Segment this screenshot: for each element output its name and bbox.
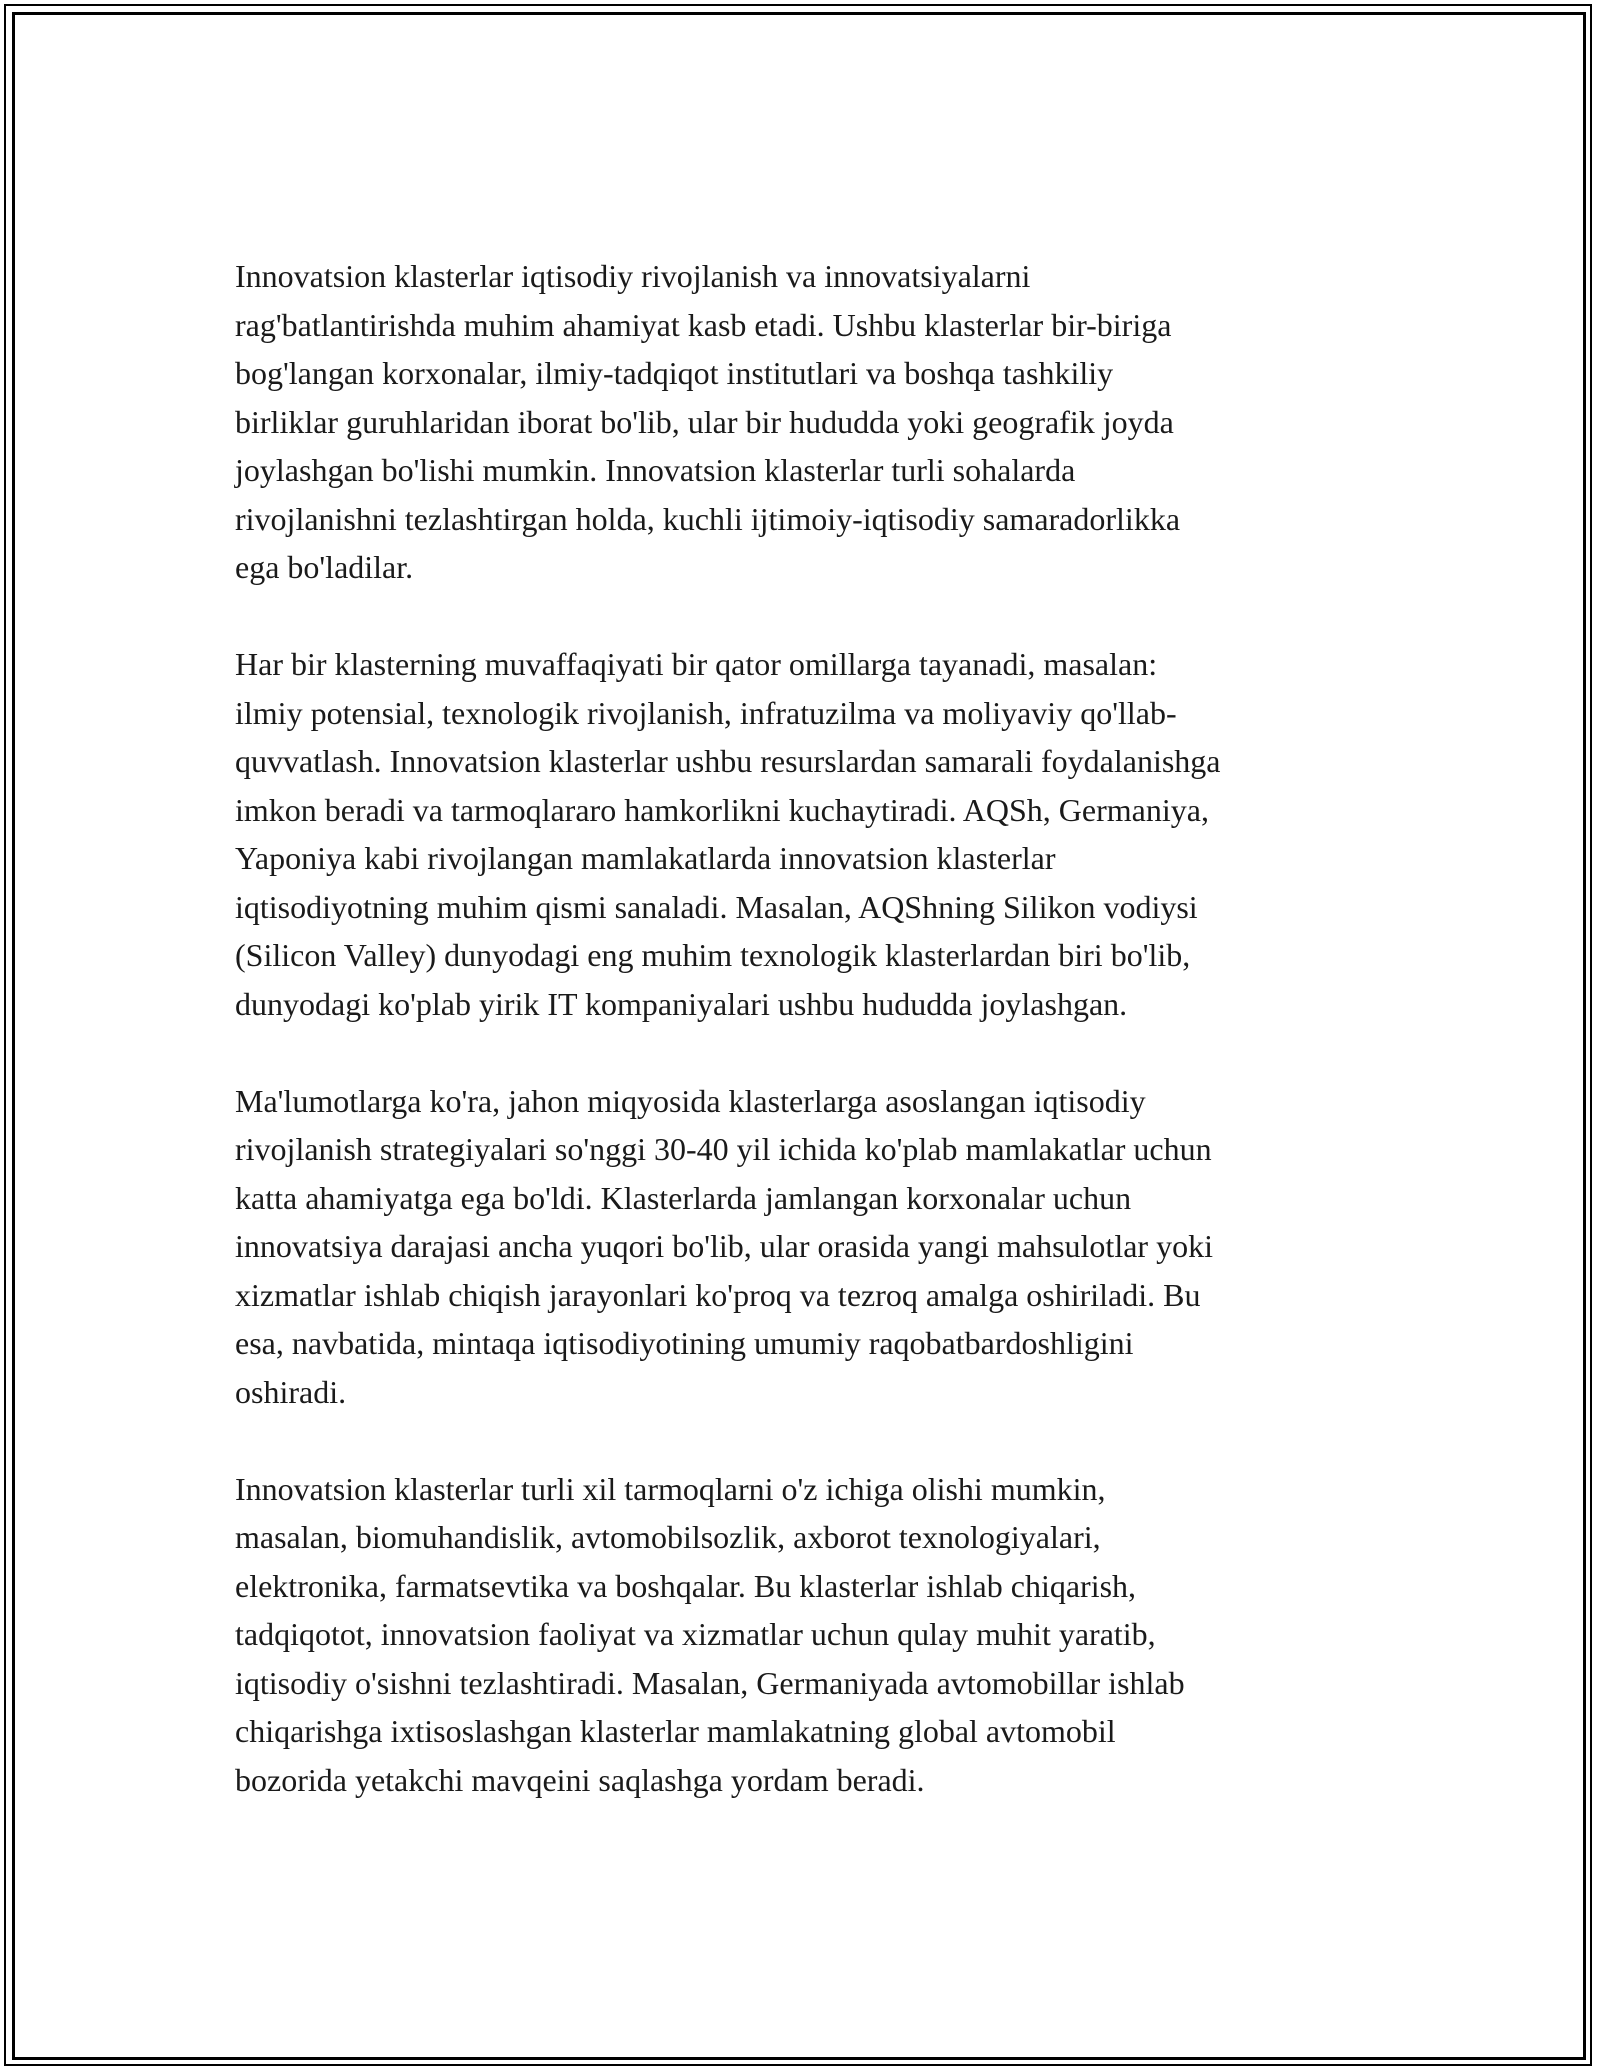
- paragraph-4: [235, 1465, 1375, 1805]
- text-line: iqtisodiyotning muhim qismi sanaladi. Masalan, AQShning Silikon vodiysi: [235, 888, 1198, 925]
- paragraph-3: [235, 1077, 1375, 1417]
- paragraph-1: [235, 252, 1375, 592]
- text-line: quvvatlash. Innovatsion klasterlar ushbu resurslardan samarali foydalanishga: [235, 743, 1221, 779]
- text-line: xizmatlar ishlab chiqish jarayonlari ko'proq va tezroq amalga oshiriladi. Bu: [235, 1276, 1201, 1313]
- text-line: esa, navbatida, mintaqa iqtisodiyotining umumiy raqobatbardoshligini: [235, 1325, 1134, 1361]
- text-line: dunyodagi ko'plab yirik IT kompaniyalari ushbu hududda joylashgan.: [235, 985, 1128, 1022]
- text-line: bog'langan korxonalar, ilmiy-tadqiqot institutlari va boshqa tashkiliy: [235, 355, 1114, 391]
- text-line: Har bir klasterning muvaffaqiyati bir qator omillarga tayanadi, masalan:: [235, 646, 1158, 682]
- text-line: innovatsiya darajasi ancha yuqori bo'lib, ular orasida yangi mahsulotlar yoki: [235, 1228, 1213, 1264]
- text-line: birliklar guruhlaridan iborat bo'lib, ular bir hududda yoki geografik joyda: [235, 403, 1174, 440]
- text-line: ilmiy potensial, texnologik rivojlanish, infratuzilma va moliyaviy qo'llab-: [235, 694, 1177, 731]
- text-line: chiqarishga ixtisoslashgan klasterlar mamlakatning global avtomobil: [235, 1713, 1116, 1749]
- text-line: Innovatsion klasterlar iqtisodiy rivojlanish va innovatsiyalarni: [235, 258, 1031, 294]
- text-line: Ma'lumotlarga ko'ra, jahon miqyosida klasterlarga asoslangan iqtisodiy: [235, 1082, 1146, 1119]
- paragraph-2: [235, 640, 1375, 1028]
- text-line: ega bo'ladilar.: [235, 549, 414, 585]
- text-line: elektronika, farmatsevtika va boshqalar. Bu klasterlar ishlab chiqarish,: [235, 1567, 1137, 1604]
- text-line: iqtisodiy o'sishni tezlashtiradi. Masalan, Germaniyada avtomobillar ishlab: [235, 1664, 1185, 1701]
- text-line: (Silicon Valley) dunyodagi eng muhim texnologik klasterlardan biri bo'lib,: [235, 937, 1191, 973]
- text-line: bozorida yetakchi mavqeini saqlashga yordam beradi.: [235, 1761, 925, 1798]
- text-line: imkon beradi va tarmoqlararo hamkorlikni kuchaytiradi. AQSh, Germaniya,: [235, 791, 1209, 828]
- document-body: [235, 252, 1375, 1853]
- text-line: rag'batlantirishda muhim ahamiyat kasb etadi. Ushbu klasterlar bir-biriga: [235, 306, 1172, 343]
- text-line: tadqiqotot, innovatsion faoliyat va xizmatlar uchun qulay muhit yaratib,: [235, 1616, 1156, 1652]
- text-line: joylashgan bo'lishi mumkin. Innovatsion klasterlar turli sohalarda: [235, 452, 1076, 488]
- text-line: katta ahamiyatga ega bo'ldi. Klasterlarda jamlangan korxonalar uchun: [235, 1179, 1132, 1216]
- text-line: Innovatsion klasterlar turli xil tarmoqlarni o'z ichiga olishi mumkin,: [235, 1470, 1106, 1507]
- text-line: rivojlanish strategiyalari so'nggi 30-40 yil ichida ko'plab mamlakatlar uchun: [235, 1131, 1212, 1167]
- text-line: Yaponiya kabi rivojlangan mamlakatlarda innovatsion klasterlar: [235, 840, 1056, 876]
- text-line: masalan, biomuhandislik, avtomobilsozlik, axborot texnologiyalari,: [235, 1519, 1101, 1555]
- text-line: oshiradi.: [235, 1373, 347, 1410]
- text-line: rivojlanishni tezlashtirgan holda, kuchli ijtimoiy-iqtisodiy samaradorlikka: [235, 500, 1181, 537]
